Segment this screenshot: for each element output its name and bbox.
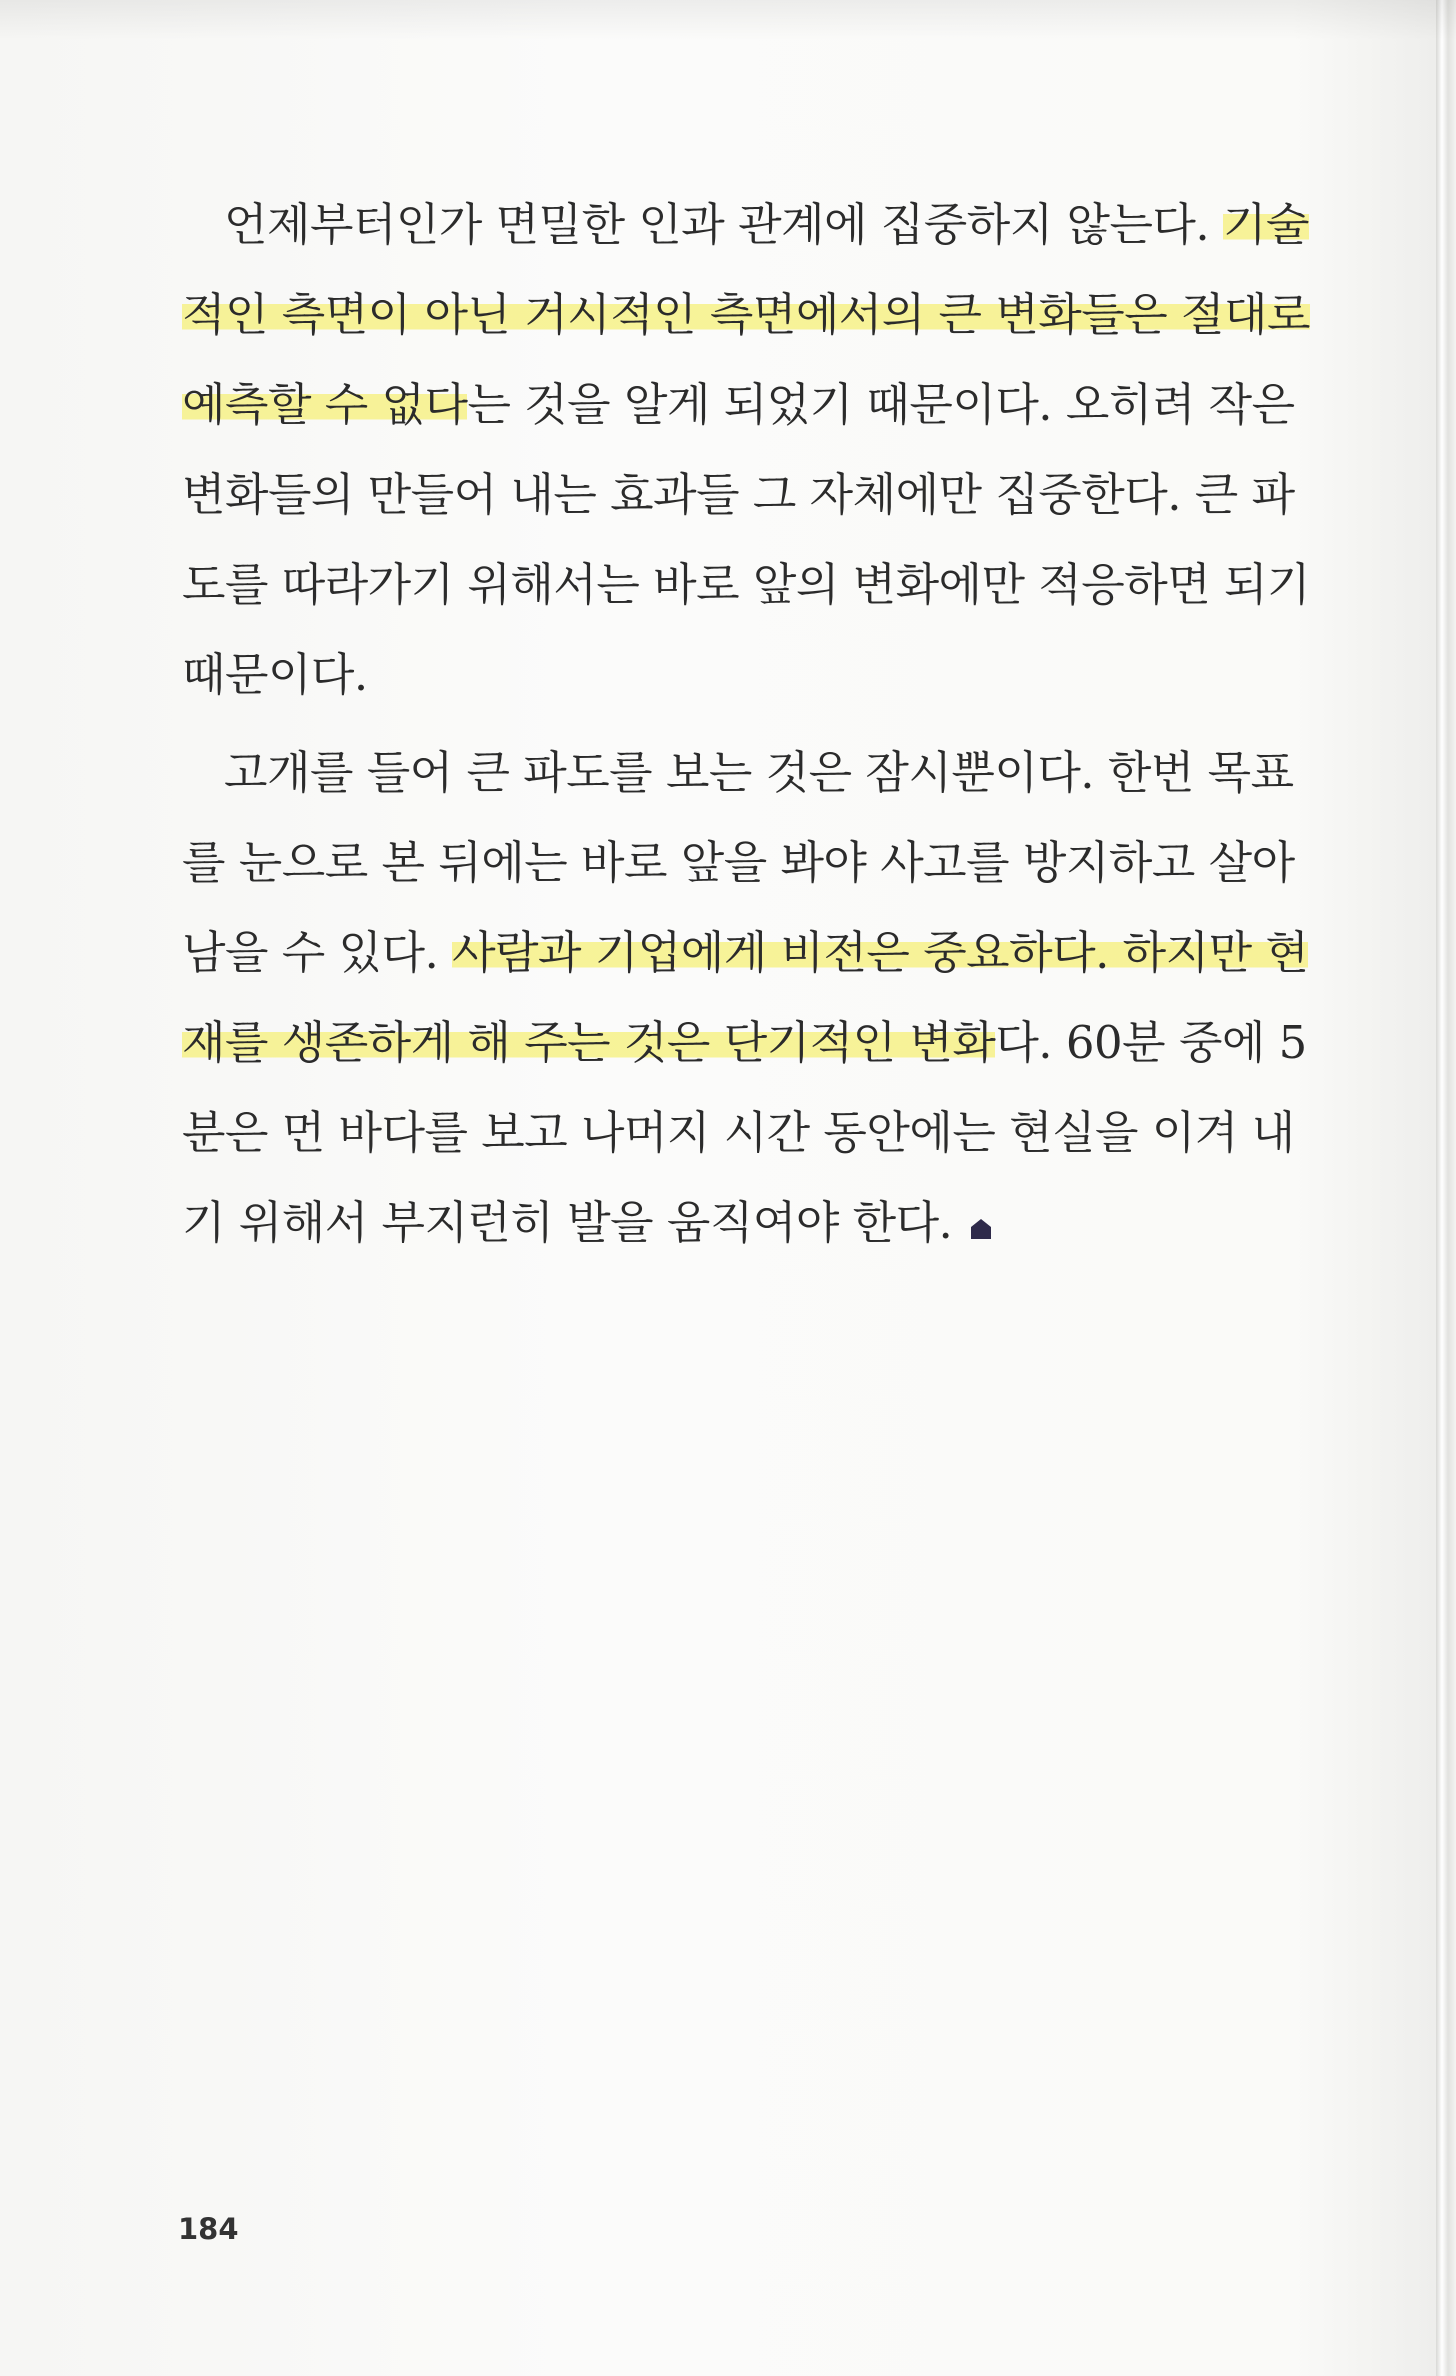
text-span: 때문이다. — [182, 648, 368, 701]
page-number: 184 — [178, 2212, 239, 2246]
text-span: 언제부터인가 면밀한 인과 관계에 집중하지 않는다. — [224, 198, 1224, 251]
paragraph1-line6 — [182, 630, 1252, 720]
text-span: 고개를 들어 큰 파도를 보는 것은 잠시뿐이다. 한번 목표 — [224, 746, 1294, 799]
paragraph2-line1 — [182, 728, 1294, 818]
text-span: 남을 수 있다. — [182, 926, 453, 979]
scan-shadow — [0, 0, 1456, 40]
text-span: 변화들의 만들어 내는 효과들 그 자체에만 집중한다. 큰 파 — [182, 468, 1295, 521]
text-span: 를 눈으로 본 뒤에는 바로 앞을 봐야 사고를 방지하고 살아 — [182, 836, 1295, 889]
paragraph1-line5 — [182, 540, 1310, 630]
body-text — [182, 180, 1310, 1268]
page-edge — [1436, 0, 1456, 2376]
text-span: 는 것을 알게 되었기 때문이다. 오히려 작은 — [467, 378, 1295, 431]
text-span: 기 위해서 부지런히 발을 움직여야 한다. — [182, 1196, 953, 1249]
text-span: 도를 따라가기 위해서는 바로 앞의 변화에만 적응하면 되기 — [182, 558, 1310, 611]
paragraph2-line3 — [182, 908, 1309, 998]
paragraph2-line4 — [182, 998, 1307, 1088]
paragraph2-line6 — [182, 1178, 1252, 1268]
paragraph2-line2 — [182, 818, 1295, 908]
paragraph1-line3 — [182, 360, 1295, 450]
text-span: 분은 먼 바다를 보고 나머지 시간 동안에는 현실을 이겨 내 — [182, 1106, 1295, 1159]
highlighted-text: 재를 생존하게 해 주는 것은 단기적인 변화 — [182, 1016, 996, 1069]
house-shape-icon — [970, 1218, 992, 1240]
paragraph1-line1 — [182, 180, 1309, 270]
highlighted-text: 기술 — [1223, 198, 1309, 251]
paragraph2-line5 — [182, 1088, 1295, 1178]
paragraph1-line2 — [182, 270, 1310, 360]
paragraph1-line4 — [182, 450, 1295, 540]
highlighted-text: 적인 측면이 아닌 거시적인 측면에서의 큰 변화들은 절대로 — [182, 288, 1310, 341]
highlighted-text: 예측할 수 없다 — [182, 378, 468, 431]
highlighted-text: 사람과 기업에게 비전은 중요하다. 하지만 현 — [452, 926, 1309, 979]
text-span: 다. 60분 중에 5 — [995, 1016, 1307, 1069]
